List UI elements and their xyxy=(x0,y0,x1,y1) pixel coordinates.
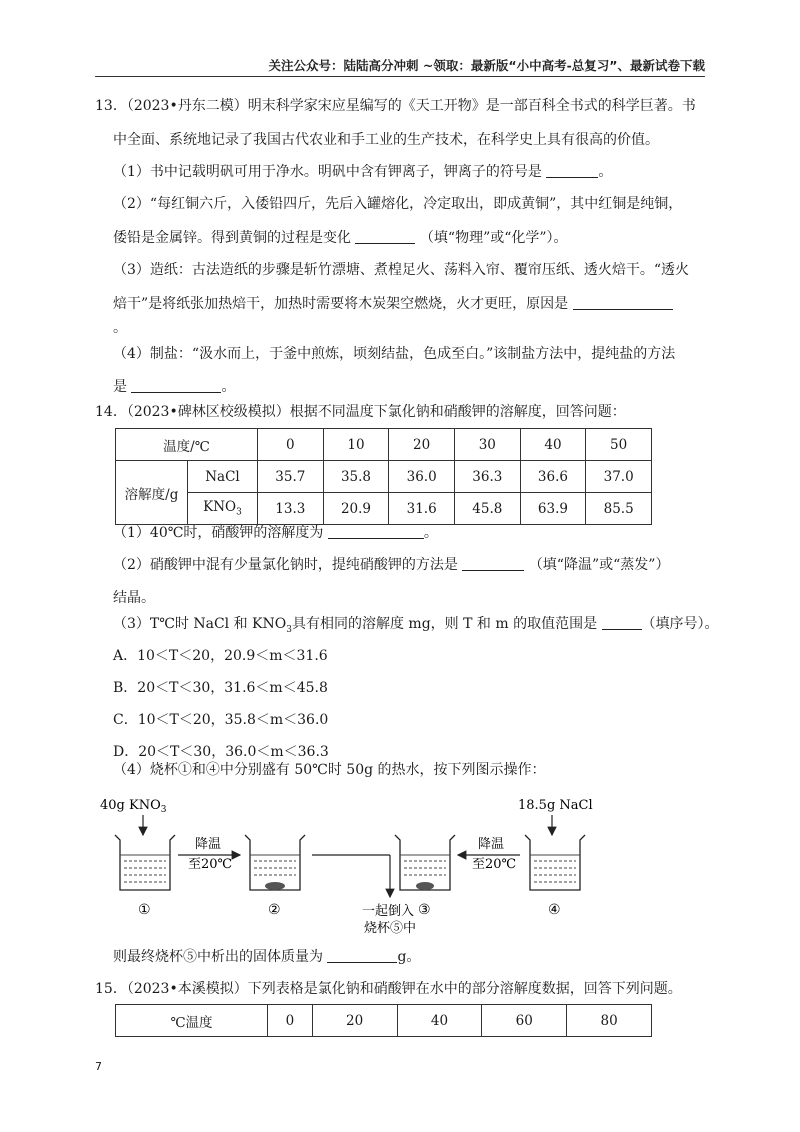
q13-part2-line1: （2）“每红铜六斤，入倭铅四斤，先后入罐熔化，冷定取出，即成黄铜”，其中红铜是纯铜， xyxy=(113,196,683,212)
q15-intro: 15．（2023•本溪模拟）下列表格是氯化钠和硝酸钾在水中的部分溶解度数据，回答下列问题。 xyxy=(95,981,682,997)
temp-label: 温度/℃ xyxy=(116,429,258,461)
table-cell: 37.0 xyxy=(586,461,652,493)
q14-part4: （4）烧杯①和④中分别盛有 50℃时 50g 的热水，按下列图示操作： xyxy=(113,762,546,778)
q13-line-2: 中全面、系统地记录了我国古代农业和手工业的生产技术，在科学史上具有很高的价值。 xyxy=(113,132,659,148)
q13-part1: （1）书中记载明矾可用于净水。明矾中含有钾离子，钾离子的符号是 。 xyxy=(113,164,613,180)
option-b[interactable]: B．20＜T＜30，31.6＜m＜45.8 xyxy=(113,680,328,696)
table-cell: 45.8 xyxy=(454,493,520,525)
answer-blank[interactable] xyxy=(328,525,424,539)
cool-label-1: 降温 xyxy=(195,837,222,852)
option-c[interactable]: C．10＜T＜20，35.8＜m＜36.0 xyxy=(113,712,329,728)
q13-line-1: 13．（2023•丹东二模）明末科学家宋应星编写的《天工开物》是一部百科全书式的科学巨著。书 xyxy=(95,98,696,114)
page-number: 7 xyxy=(95,1060,102,1073)
option-a[interactable]: A．10＜T＜20，20.9＜m＜31.6 xyxy=(113,648,328,664)
table-row xyxy=(116,1005,652,1037)
beaker-label-2: ② xyxy=(268,902,281,918)
table-cell: 40 xyxy=(397,1005,482,1037)
table-cell: 85.5 xyxy=(586,493,652,525)
table-cell: 0 xyxy=(258,429,324,461)
table-cell: 60 xyxy=(482,1005,567,1037)
q15-temp-head: ℃温度 xyxy=(116,1005,268,1037)
q14-intro: 14．（2023•碑林区校级模拟）根据不同温度下氯化钠和硝酸钾的溶解度，回答问题： xyxy=(95,404,626,420)
table-cell: 50 xyxy=(586,429,652,461)
table-cell: 63.9 xyxy=(520,493,586,525)
solubility-label: 溶解度/g xyxy=(116,461,188,525)
q14-part5: 则最终烧杯⑤中析出的固体质量为 g。 xyxy=(113,949,421,965)
answer-blank[interactable] xyxy=(355,230,415,244)
q13-part3-line1: （3）造纸：古法造纸的步骤是斩竹漂塘、煮楻足火、荡料入帘、覆帘压纸、透火焙干。“透火 xyxy=(113,262,690,278)
answer-blank[interactable] xyxy=(546,164,598,178)
answer-blank[interactable] xyxy=(602,616,642,630)
option-d[interactable]: D．20＜T＜30，36.0＜m＜36.3 xyxy=(113,744,329,760)
nacl-label: NaCl xyxy=(188,461,258,493)
q14-part2-line2: 结晶。 xyxy=(113,590,155,606)
beaker-2 xyxy=(245,835,305,890)
beaker-diagram xyxy=(100,785,700,935)
table-row xyxy=(116,461,652,493)
table-cell: 0 xyxy=(268,1005,313,1037)
q15-table xyxy=(115,1004,652,1037)
nacl-mass-label: 18.5g NaCl xyxy=(518,798,593,813)
table-cell: 36.0 xyxy=(389,461,455,493)
table-row xyxy=(116,429,652,461)
table-cell: 30 xyxy=(454,429,520,461)
q13-part3-line3: 。 xyxy=(113,320,127,336)
table-cell: 35.7 xyxy=(258,461,324,493)
beaker-label-1: ① xyxy=(138,902,151,918)
beaker-1 xyxy=(115,835,175,890)
table-cell: 20.9 xyxy=(323,493,389,525)
table-row xyxy=(116,493,652,525)
table-cell: 36.3 xyxy=(454,461,520,493)
solubility-table xyxy=(115,428,652,525)
q13-part3-line2: 焙干”是将纸张加热焙干，加热时需要将木炭架空燃烧，火才更旺，原因是 xyxy=(113,294,673,314)
table-cell: 80 xyxy=(567,1005,652,1037)
combine-label-1: 一起倒入 xyxy=(362,904,415,919)
kno3-mass-label: 40g $KNO_3$ xyxy=(100,798,167,815)
cool-temp-2: 至20℃ xyxy=(472,857,517,872)
q14-part1: （1）40℃时，硝酸钾的溶解度为 。 xyxy=(113,525,438,541)
q14-part2: （2）硝酸钾中混有少量氯化钠时，提纯硝酸钾的方法是 （填“降温”或“蒸发”） xyxy=(113,557,670,573)
cool-label-2: 降温 xyxy=(478,837,505,852)
table-cell: 13.3 xyxy=(258,493,324,525)
table-cell: 40 xyxy=(520,429,586,461)
page-header: 关注公众号：陆陆高分冲刺 ~领取：最新版“小中高考-总复习”、最新试卷下载 xyxy=(268,58,705,73)
q13-part4-line1: （4）制盐：“汲水而上，于釜中煎炼，顷刻结盐，色成至白。”该制盐方法中，提纯盐的方法 xyxy=(113,346,676,362)
q14-part3: （3）T℃时 NaCl 和 $KNO_3$具有相同的溶解度 mg，则 T 和 m 的取值范围是 （填序号）。 xyxy=(113,616,719,635)
table-cell: 35.8 xyxy=(323,461,389,493)
answer-blank[interactable] xyxy=(327,949,397,963)
header-rule xyxy=(95,76,705,77)
table-cell: 20 xyxy=(389,429,455,461)
crystal-deposit xyxy=(416,882,434,890)
table-cell: 36.6 xyxy=(520,461,586,493)
answer-blank[interactable] xyxy=(573,296,673,310)
q13-part2-line2: 倭铅是金属锌。得到黄铜的过程是变化 （填“物理”或“化学”）。 xyxy=(113,230,568,246)
beaker-4 xyxy=(525,835,585,890)
table-cell: 20 xyxy=(312,1005,397,1037)
cool-temp-1: 至20℃ xyxy=(188,857,233,872)
answer-blank[interactable] xyxy=(131,379,221,393)
beaker-label-4: ④ xyxy=(548,902,561,918)
q13-part4-line2: 是 。 xyxy=(113,379,236,395)
kno3-label: $KNO_3$ xyxy=(188,493,258,525)
table-cell: 31.6 xyxy=(389,493,455,525)
crystal-deposit xyxy=(265,882,285,890)
table-cell: 10 xyxy=(323,429,389,461)
answer-blank[interactable] xyxy=(462,557,524,571)
beaker-label-3: ③ xyxy=(418,902,431,918)
beaker-3 xyxy=(395,835,455,890)
combine-label-2: 烧杯⑤中 xyxy=(364,921,417,935)
